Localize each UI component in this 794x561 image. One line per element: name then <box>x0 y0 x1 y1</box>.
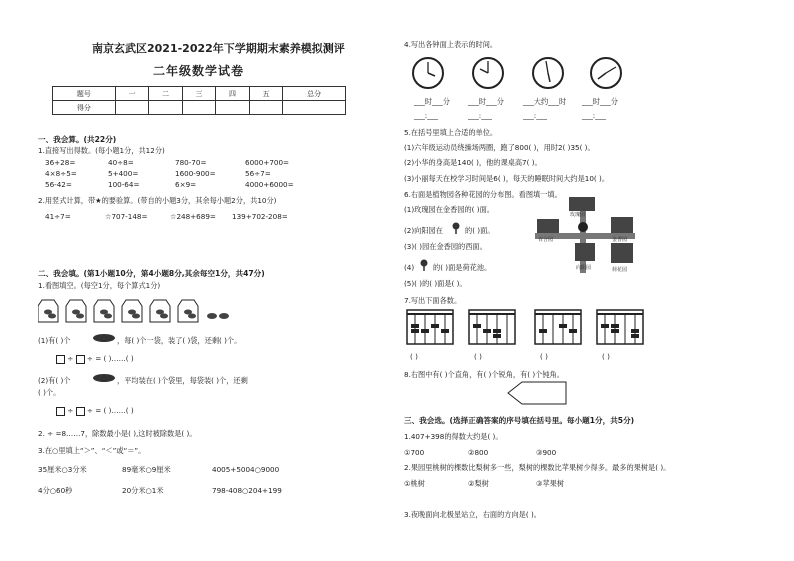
exam-title: 南京玄武区2021-2022年下学期期末素养模拟测评 <box>92 42 345 55</box>
abacus-icon <box>535 310 581 344</box>
q6-line: 的( )面。 <box>465 226 495 235</box>
q6-line: (1)玫瑰园在金香园的( )面。 <box>404 205 494 214</box>
calc-item: 1600-900= <box>175 169 216 178</box>
clock-icon <box>591 58 621 88</box>
abacus-icon <box>407 310 453 344</box>
answer-box[interactable] <box>76 355 85 364</box>
sec2-line2c: ( )个。 <box>38 388 61 397</box>
clock-icon <box>413 58 443 88</box>
section1-heading: 一、我会算。(共22分) <box>38 135 117 144</box>
equation-1: ÷ ÷ = ( )……( ) <box>56 354 134 364</box>
garden-icon <box>575 243 595 261</box>
score-cell[interactable] <box>283 101 346 115</box>
option: ①700 <box>404 448 425 457</box>
score-table <box>52 86 346 115</box>
score-col-header: 一 <box>115 87 148 101</box>
abacus-blank[interactable]: ( ) <box>474 352 482 361</box>
map-label: 荷花园 <box>612 267 628 273</box>
clock-answer[interactable]: ___时___分 <box>414 97 450 106</box>
garden-icon <box>611 243 633 263</box>
calc-item: 100-64= <box>108 180 140 189</box>
score-cell[interactable] <box>182 101 215 115</box>
sec1-q1: 1.直接写出得数。(每小题1分，共12分) <box>38 146 165 155</box>
abacus-blank[interactable]: ( ) <box>602 352 610 361</box>
score-cell[interactable] <box>115 101 148 115</box>
vertical-item: 41÷7= <box>45 212 71 221</box>
digital-answer[interactable]: ___:___ <box>523 111 547 120</box>
digital-answer[interactable]: ___:___ <box>582 111 606 120</box>
score-cell[interactable] <box>249 101 282 115</box>
bag-icon <box>122 300 142 322</box>
q6-line: (2)向阳园在 <box>404 226 443 235</box>
option: ③苹果树 <box>536 479 565 488</box>
clock-answer[interactable]: ___大约___时 <box>523 97 567 106</box>
vertical-item: 139+702-208= <box>232 212 288 221</box>
digital-answer[interactable]: ___:___ <box>414 111 438 120</box>
sec2-line1a: (1)有( )个 <box>38 336 71 345</box>
answer-box[interactable] <box>56 355 65 364</box>
sec2-line2a: (2)有( )个 <box>38 376 71 385</box>
option: ②800 <box>468 448 489 457</box>
clock-answer[interactable]: ___时___分 <box>582 97 618 106</box>
sec2-line2b: ，平均装在( )个袋里，每袋装( )个，还剩 <box>117 376 248 385</box>
clock-icon <box>533 58 563 88</box>
answer-box[interactable] <box>76 407 85 416</box>
q6-line: 的( )面是荷花池。 <box>433 263 492 272</box>
q5-line: (3)小丽每天在校学习时间是6( )，每天的睡眠时间大约是10( )。 <box>404 174 610 183</box>
section2-heading: 二、我会填。(第1小题10分，第4小题8分,其余每空1分，共47分) <box>38 269 265 278</box>
abacuses <box>405 308 645 348</box>
sec1-q2: 2.用竖式计算，带★的要验算。(带自的小题3分，其余每小题2分，共10分) <box>38 196 277 205</box>
calc-item: 56÷7= <box>245 169 271 178</box>
sec3-q2: 2.果园里桃树的棵数比梨树多一些，梨树的棵数比苹果树少得多。最多的果树是( )。 <box>404 463 671 472</box>
garden-icon <box>611 217 633 233</box>
sec2-line1b: ，每( )个一袋，装了( )袋，还剩( )个。 <box>117 336 242 345</box>
clock-answer[interactable]: ___时___分 <box>468 97 504 106</box>
q5-line: (1)六年级运动员绕操场两圈，跑了800( )，用时2( )35( )。 <box>404 143 595 152</box>
calc-item: 36+28= <box>45 158 76 167</box>
garden-icon <box>578 222 588 232</box>
calc-item: 40÷8= <box>108 158 134 167</box>
compare-item: 4分○60秒 <box>38 486 73 495</box>
q4: 4.写出各钟面上表示的时间。 <box>404 40 498 49</box>
digital-answer[interactable]: ___:___ <box>468 111 492 120</box>
answer-box[interactable] <box>56 407 65 416</box>
bag-icon <box>150 300 170 322</box>
q6-line: (4) <box>404 263 415 272</box>
score-col-header: 二 <box>149 87 182 101</box>
calc-item: 4000+6000= <box>245 180 294 189</box>
score-col-header: 四 <box>216 87 249 101</box>
q7: 7.写出下面各数。 <box>404 296 462 305</box>
q6: 6.右面是植物园各种花园的分布图。看图填一填。 <box>404 190 562 199</box>
option: ③900 <box>536 448 557 457</box>
calc-item: 6000+700= <box>245 158 290 167</box>
pentagon-shape <box>506 380 570 406</box>
sec3-q3: 3.夜晚面向北极星站立，右面的方向是( )。 <box>404 510 541 519</box>
sec2-q3: 3.在○里填上“＞”、“＜”或“＝”。 <box>38 446 146 455</box>
exam-subtitle: 二年级数学试卷 <box>153 64 245 78</box>
clock-icon <box>473 58 503 88</box>
abacus-icon <box>597 310 643 344</box>
option: ①桃树 <box>404 479 425 488</box>
map-label: 向阳园 <box>576 265 592 271</box>
score-row-label: 得分 <box>53 101 116 115</box>
score-col-header: 五 <box>249 87 282 101</box>
compare-item: 798-408○204+199 <box>212 486 282 495</box>
equation-2: ÷ ÷ = ( )……( ) <box>56 406 134 416</box>
flower-icon <box>449 222 463 234</box>
map-label: 玫瑰园 <box>570 212 586 218</box>
vertical-item: ☆248+689= <box>170 212 216 221</box>
calc-item: 6×9= <box>175 180 197 189</box>
candy-icon <box>92 332 116 344</box>
abacus-blank[interactable]: ( ) <box>410 352 418 361</box>
abacus-icon <box>469 310 515 344</box>
equation-2-text: ÷ = ( )……( ) <box>86 406 134 415</box>
q5: 5.在括号里填上合适的单位。 <box>404 128 498 137</box>
sec2-q1: 1.看图填空。(每空1分，每个算式1分) <box>38 281 161 290</box>
calc-item: 56-42= <box>45 180 72 189</box>
score-col-header: 总分 <box>283 87 346 101</box>
compare-item: 4005+5004○9000 <box>212 465 280 474</box>
sec2-q2: 2. ÷ =8……7，除数最小是( ),这时被除数是( )。 <box>38 429 197 438</box>
q8: 8.右图中有( )个直角，有( )个锐角，有( )个钝角。 <box>404 370 564 379</box>
abacus-blank[interactable]: ( ) <box>540 352 548 361</box>
bags-illustration <box>38 294 238 326</box>
bag-icon <box>66 300 86 322</box>
garden-icon <box>569 197 595 211</box>
candy-icon <box>92 372 116 384</box>
vertical-item: ☆707-148= <box>105 212 148 221</box>
score-cell[interactable] <box>216 101 249 115</box>
calc-item: 5+400= <box>108 169 139 178</box>
clocks <box>410 55 630 93</box>
compare-item: 20分米○1米 <box>122 486 164 495</box>
q6-line: (3)( )园在金香园的西面。 <box>404 242 487 251</box>
q5-line: (2)小华的身高是140( )，他的课桌高7( )。 <box>404 158 542 167</box>
bag-icon <box>38 300 58 322</box>
option: ②梨树 <box>468 479 489 488</box>
bag-icon <box>178 300 198 322</box>
map-label: 金香园 <box>612 237 628 243</box>
equation-1-text: ÷ = ( )……( ) <box>86 354 134 363</box>
garden-icon <box>537 219 559 233</box>
pond-icon <box>417 259 431 271</box>
score-col-header: 三 <box>182 87 215 101</box>
section3-heading: 三、我会选。(选择正确答案的序号填在括号里。每小题1分，共5分) <box>404 416 635 425</box>
compare-item: 89毫米○9厘米 <box>122 465 171 474</box>
sec3-q1: 1.407+398的得数大约是( )。 <box>404 432 503 441</box>
calc-item: 780-70= <box>175 158 207 167</box>
compare-item: 35厘米○3分米 <box>38 465 87 474</box>
score-col-header: 题号 <box>53 87 116 101</box>
loose-items-icon <box>207 313 229 319</box>
bag-icon <box>94 300 114 322</box>
q6-line: (5)( )的( )面是( )。 <box>404 279 467 288</box>
map-label: 百合园 <box>538 237 554 243</box>
score-cell[interactable] <box>149 101 182 115</box>
calc-item: 4×8÷5= <box>45 169 77 178</box>
